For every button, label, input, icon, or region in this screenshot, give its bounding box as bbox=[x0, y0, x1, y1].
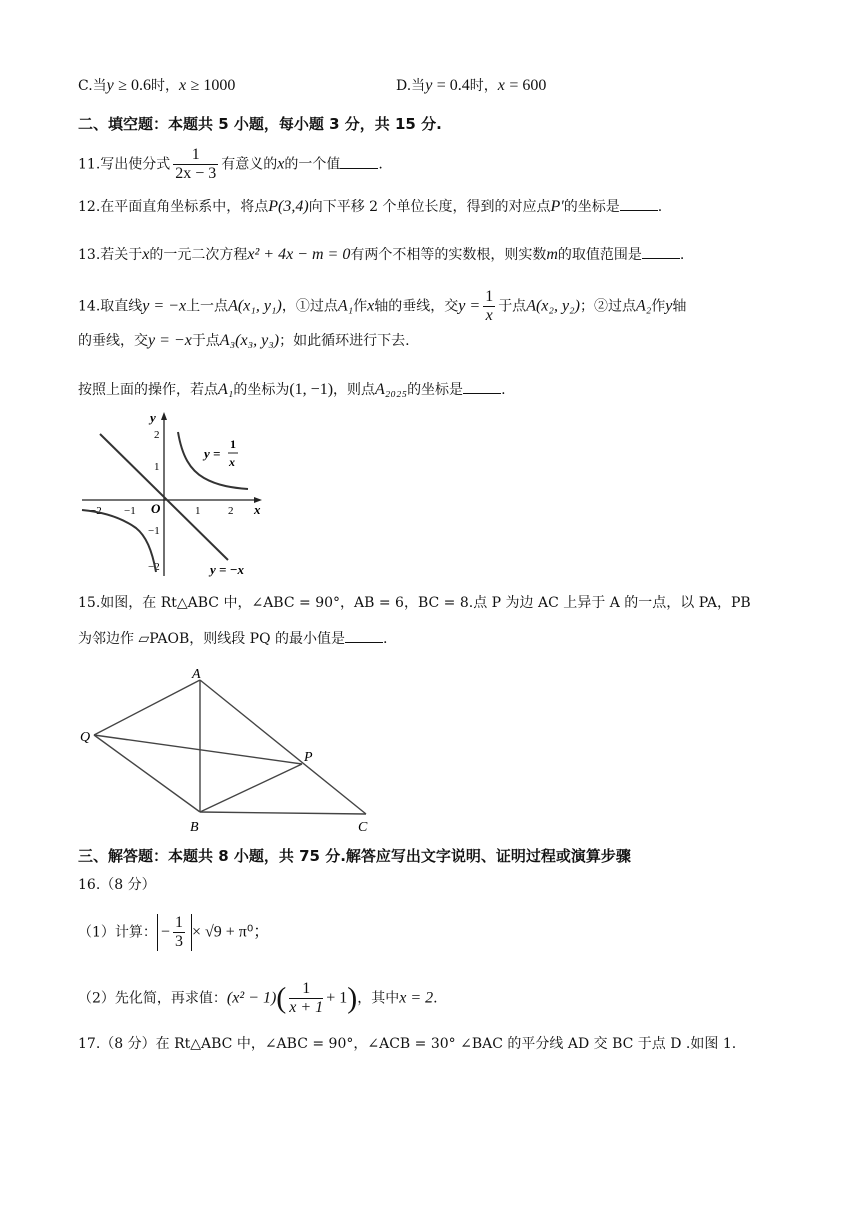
q16-p2-prefix: （2）先化简，再求值： bbox=[78, 990, 227, 1007]
q16-p1-prefix: （1）计算： bbox=[78, 924, 157, 941]
answer-blank bbox=[463, 379, 501, 394]
section-3-heading: 三、解答题：本题共 8 小题，共 75 分.解答应写出文字说明、证明过程或演算步骤 bbox=[78, 847, 631, 865]
q16-p1-fraction bbox=[173, 914, 185, 951]
point-p: P(3,4) bbox=[268, 198, 309, 215]
option-c-cond: ≥ 0.6 bbox=[118, 77, 152, 94]
segment-pb bbox=[200, 764, 302, 812]
q14-text: 的垂线，交 bbox=[78, 333, 148, 349]
fraction-denominator: x + 1 bbox=[289, 999, 324, 1016]
q16-p2-factor: (x² − 1) bbox=[226, 989, 277, 1007]
hyperbola-label-den: x bbox=[229, 455, 235, 469]
tick-y-neg2: −2 bbox=[148, 561, 160, 573]
question-11 bbox=[78, 146, 383, 183]
q14-text: ，则点 bbox=[333, 382, 376, 398]
y-axis-arrow bbox=[161, 412, 167, 420]
point-a3: A₃(x₃, y₃) bbox=[219, 332, 280, 349]
q13-mid1: 的一元二次方程 bbox=[149, 247, 248, 263]
q12-suffix: 的坐标是 bbox=[563, 199, 620, 215]
var-x: x bbox=[142, 246, 150, 263]
label-q: Q bbox=[80, 730, 91, 745]
q11-suffix: 的一个值 bbox=[284, 156, 341, 173]
fraction-numerator: 1 bbox=[173, 146, 218, 165]
point-a2-ref: A₂ bbox=[635, 297, 652, 315]
var-x: x bbox=[277, 155, 285, 173]
q11-fraction bbox=[173, 146, 218, 183]
fraction-numerator: 1 bbox=[289, 980, 323, 999]
var-x: x bbox=[497, 77, 505, 94]
q14-text: ；如此循环进行下去. bbox=[279, 333, 410, 349]
q11-prefix: 11.写出使分式 bbox=[78, 156, 171, 173]
open-paren: ( bbox=[276, 981, 287, 1015]
q13-end: . bbox=[679, 247, 685, 263]
q14-text: 于点 bbox=[191, 333, 220, 349]
q14-text: ，①过点 bbox=[281, 298, 338, 315]
option-c-time: 时， bbox=[151, 78, 180, 94]
q16-p2-end: . bbox=[433, 990, 438, 1007]
quadratic-equation: x² + 4x − m = 0 bbox=[247, 246, 351, 263]
q14-fraction bbox=[483, 288, 495, 325]
tick-x-neg2: −2 bbox=[90, 505, 102, 517]
label-b: B bbox=[190, 820, 199, 835]
option-d-label: D.当 bbox=[396, 78, 426, 94]
q14-text: 轴 bbox=[672, 298, 687, 315]
q16-p1-rest: × √9 + π⁰； bbox=[191, 923, 270, 941]
line-eq: y = −x bbox=[148, 332, 192, 349]
question-17: 17.（8 分）在 Rt△ABC 中，∠ABC = 90°，∠ACB = 30° ∠BAC 的平分线 AD 交 BC 于点 D .如图 1. bbox=[78, 1036, 737, 1052]
question-14-line-1 bbox=[78, 288, 686, 325]
hyperbola-branch-q3 bbox=[82, 510, 156, 572]
hyperbola-label: y = bbox=[204, 446, 221, 461]
var-y: y bbox=[425, 77, 433, 94]
point-a2: A(x₂, y₂) bbox=[526, 297, 580, 315]
q12-prefix: 12.在平面直角坐标系中，将点 bbox=[78, 199, 269, 215]
q12-mid: 向下平移 2 个单位长度，得到的对应点 bbox=[308, 199, 551, 215]
question-15-line-1: 15.如图，在 Rt△ABC 中，∠ABC = 90°，AB = 6，BC = 8.点 P 为边 AC 上异于 A 的一点，以 PA，PB bbox=[78, 595, 751, 611]
label-p: P bbox=[304, 750, 313, 765]
section-2-heading: 二、填空题：本题共 5 小题，每小题 3 分，共 15 分. bbox=[78, 115, 442, 133]
q10-option-c bbox=[78, 76, 235, 96]
origin-label: O bbox=[151, 501, 161, 516]
point-a1-coordinates: (1, −1) bbox=[289, 381, 334, 398]
question-12 bbox=[78, 196, 662, 217]
q14-text: 轴的垂线，交 bbox=[374, 298, 459, 315]
label-a: A bbox=[192, 667, 201, 682]
fraction-numerator: 1 bbox=[485, 288, 494, 305]
q14-text: 于点 bbox=[498, 298, 527, 315]
q14-text: 作 bbox=[651, 298, 666, 315]
q13-prefix: 13.若关于 bbox=[78, 247, 143, 263]
question-16-title: 16.（8 分） bbox=[78, 877, 156, 893]
q14-text: 的坐标为 bbox=[233, 382, 290, 398]
y-axis-label: y bbox=[150, 410, 156, 425]
question-15-line-2 bbox=[78, 628, 387, 649]
var-x: x bbox=[367, 297, 375, 315]
tick-x-1: 1 bbox=[195, 505, 201, 517]
q11-end: . bbox=[378, 156, 383, 173]
tick-x-2: 2 bbox=[228, 505, 234, 517]
segment-ac bbox=[200, 680, 366, 814]
tick-y-neg1: −1 bbox=[148, 525, 160, 537]
line-eq: y = −x bbox=[142, 297, 187, 315]
question-14-line-2 bbox=[78, 331, 410, 351]
question-13 bbox=[78, 244, 684, 265]
tick-y-2: 2 bbox=[154, 429, 160, 441]
minus-sign: − bbox=[160, 923, 170, 941]
q14-text: 按照上面的操作，若点 bbox=[78, 382, 218, 398]
answer-blank bbox=[345, 628, 383, 643]
point-a1: A(x₁, y₁) bbox=[228, 297, 282, 315]
var-m: m bbox=[546, 246, 558, 263]
q13-mid2: 有两个不相等的实数根，则实数 bbox=[350, 247, 547, 263]
answer-blank bbox=[340, 154, 378, 169]
option-d-value: = 600 bbox=[509, 77, 547, 94]
var-x: x bbox=[179, 77, 187, 94]
q13-suffix: 的取值范围是 bbox=[557, 247, 642, 263]
fraction-numerator: 1 bbox=[174, 914, 183, 931]
q16-p2-fraction bbox=[289, 980, 323, 1017]
option-d-time: 时， bbox=[469, 78, 498, 94]
x-axis-label: x bbox=[254, 502, 261, 517]
absolute-value bbox=[157, 914, 192, 951]
answer-blank bbox=[642, 244, 680, 259]
point-a2025: A₂₀₂₅ bbox=[375, 381, 408, 398]
q15-geometry-figure bbox=[76, 665, 386, 835]
point-p-prime: P′ bbox=[550, 198, 564, 215]
q12-end: . bbox=[657, 199, 663, 215]
q10-option-d bbox=[396, 76, 546, 96]
point-a1-ref: A₁ bbox=[337, 297, 354, 315]
var-y: y bbox=[665, 297, 673, 315]
line-label: y = −x bbox=[210, 562, 245, 577]
q14-text: ；②过点 bbox=[579, 298, 636, 315]
fraction-denominator: x bbox=[485, 307, 493, 324]
fraction-denominator: 2x − 3 bbox=[175, 165, 217, 182]
q16-p2-condition: x = 2 bbox=[399, 989, 434, 1007]
q15-text: 为邻边作 ▱PAOB，则线段 PQ 的最小值是 bbox=[78, 631, 346, 647]
option-c-label: C.当 bbox=[78, 78, 107, 94]
plus-one: + 1 bbox=[326, 989, 348, 1007]
point-a1-ref: A₁ bbox=[218, 381, 234, 398]
var-y: y bbox=[106, 77, 114, 94]
question-16-part-2 bbox=[78, 980, 438, 1017]
fraction-denominator: 3 bbox=[174, 933, 183, 950]
option-c-value: ≥ 1000 bbox=[190, 77, 236, 94]
q14-text: 作 bbox=[353, 298, 368, 315]
q14-text: 上一点 bbox=[186, 298, 229, 315]
label-c: C bbox=[358, 820, 368, 835]
q14-coordinate-graph bbox=[78, 408, 268, 580]
question-14-line-3 bbox=[78, 379, 506, 400]
q16-p2-suffix: ，其中 bbox=[357, 990, 400, 1007]
close-paren: ) bbox=[347, 981, 358, 1015]
hyperbola-eq: y = bbox=[458, 297, 481, 315]
question-16-part-1 bbox=[78, 914, 269, 951]
q11-mid: 有意义的 bbox=[221, 156, 278, 173]
segment-qp bbox=[94, 735, 302, 764]
segment-qb bbox=[94, 735, 200, 812]
q14-end: . bbox=[501, 382, 506, 398]
segment-bc bbox=[200, 812, 366, 814]
tick-y-1: 1 bbox=[154, 461, 160, 473]
option-d-cond: = 0.4 bbox=[436, 77, 470, 94]
q14-text: 的坐标是 bbox=[407, 382, 464, 398]
q14-text: 14.取直线 bbox=[78, 298, 143, 315]
hyperbola-label-num: 1 bbox=[230, 437, 236, 451]
answer-blank bbox=[620, 196, 658, 211]
tick-x-neg1: −1 bbox=[124, 505, 136, 517]
q15-end: . bbox=[383, 631, 388, 647]
segment-qa bbox=[94, 680, 200, 735]
